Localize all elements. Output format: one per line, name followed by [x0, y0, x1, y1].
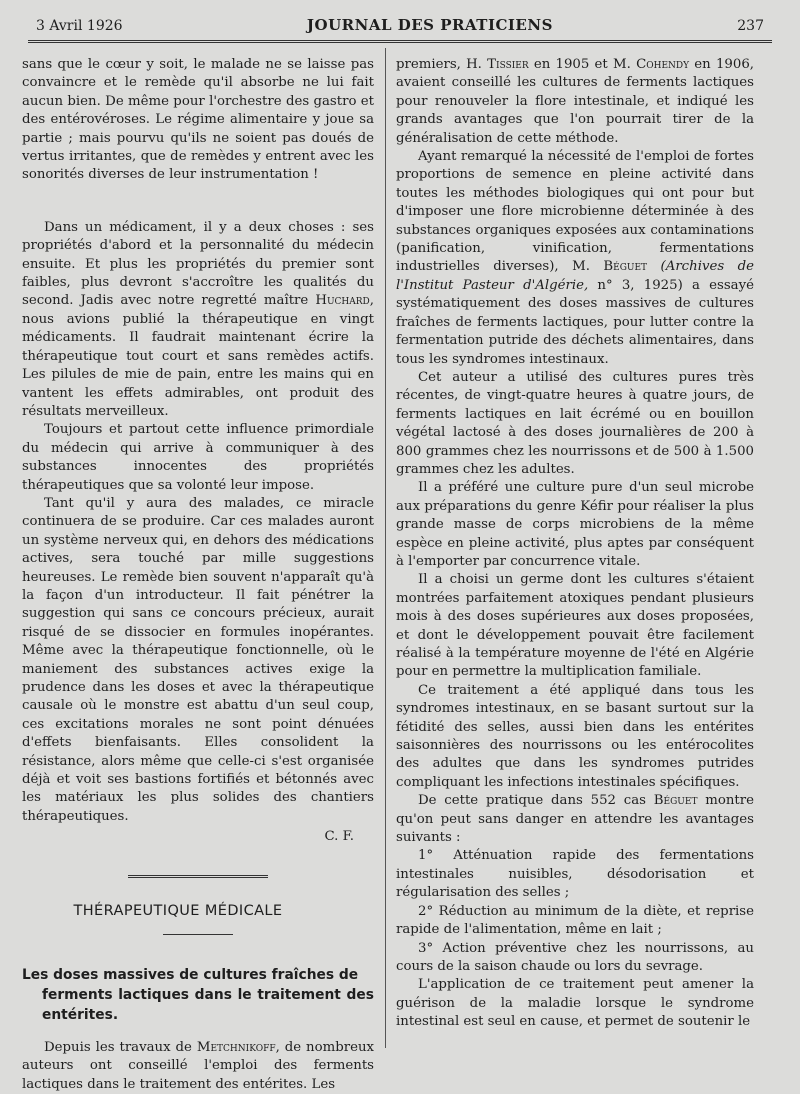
list-item: 1° Atténuation rapide des fermentations intestinales nuisibles, désodorisation et régularisation des selles ;	[396, 848, 754, 901]
author-name: Béguet	[603, 259, 648, 275]
paragraph: Il a choisi un germe dont les cultures s'étaient montrées parfaitement atoxiques pendant plusieurs mois à des doses supérieures aux doses proposées, et dont le développement pouvait être facilement réalisé à la température moyenne de l'été en Algérie pour en permettre la multiplication familiale.	[396, 572, 754, 680]
section-separator	[128, 875, 268, 878]
paragraph: Cet auteur a utilisé des cultures pures très récentes, de vingt-quatre heures à quatre jours, de ferments lactiques en lait écrémé ou en bouillon végétal lactosé à des doses journalières de 200 à 800 grammes chez les nourrissons et de 500 à 1.500 grammes chez les adultes.	[396, 369, 754, 477]
paragraph: sans que le cœur y soit, le malade ne se laisse pas convaincre et le remède qu'il absorbe ne lui fait aucun bien. De même pour l'orchestre des gastro et des entérovéroses. Le régime alimentaire y joue sa partie ; mais pourvu qu'ils ne soient pas doués de vertus irritantes, que de remèdes y entrent avec les sonorités diverses de leur instrumentation !	[22, 57, 374, 183]
list-item: 2° Réduction au minimum de la diète, et reprise rapide de l'alimentation, même en lait ;	[396, 903, 754, 938]
journal-title: JOURNAL DES PRATICIENS	[306, 16, 553, 34]
paragraph: Ce traitement a été appliqué dans tous les syndromes intestinaux, en se basant surtout sur la fétidité des selles, aussi bien dans les entérites saisonnières des nourrissons ou les entérocolites des adultes que dans les syndromes putrides compliquant les infections intestinales spécifiques.	[396, 682, 754, 790]
title-underline	[163, 934, 233, 935]
article-title: Les doses massives de cultures fraîches de ferments lactiques dans le traitement des entérites.	[22, 967, 374, 1024]
paragraph: premiers, H. Tissier en 1905 et M. Cohendy en 1906, avaient conseillé les cultures de ferments lactiques pour renouveler la flore intestinale, et indiqué les grands avantages que l'on pourrait tirer de la généralisation de cette méthode.	[396, 57, 755, 146]
author-name: Tissier	[487, 57, 529, 72]
signature: C. F.	[324, 829, 354, 845]
paragraph: L'application de ce traitement peut amener la guérison de la maladie lorsque le syndrome intestinal est seul en cause, et permet de soutenir le	[396, 977, 754, 1030]
column-divider	[385, 48, 386, 1048]
header-rule	[28, 40, 772, 43]
running-header	[36, 16, 764, 38]
paragraph: Toujours et partout cette influence primordiale du médecin qui arrive à communiquer à des substances innocentes des propriétés thérapeutiques que sa volonté leur impose.	[22, 422, 374, 493]
right-column	[396, 56, 754, 1032]
author-name: Béguet	[653, 793, 698, 809]
citation: (Archives de l'Institut Pasteur d'Algérie,	[396, 259, 754, 293]
list-item: 3° Action préventive chez les nourrissons, au cours de la saison chaude ou lors du sevrage.	[396, 940, 754, 974]
paragraph: Dans un médicament, il y a deux choses : ses propriétés d'abord et la personnalité du médecin ensuite. Et plus les propriétés du premier sont faibles, plus devront s'accroître les qualités du second. Jadis avec notre regretté maître Huchard, nous avions publié la thérapeutique en vingt médicaments. Il faudrait maintenant écrire la thérapeutique tout court et sans remèdes actifs. Les pilules de mie de pain, entre les mains qui en vantent les effets admirables, ont produit des résultats merveilleux.	[22, 219, 374, 419]
author-name: Cohendy	[636, 57, 690, 72]
section-title: THÉRAPEUTIQUE MÉDICALE	[73, 902, 283, 919]
paragraph: Ayant remarqué la nécessité de l'emploi de fortes proportions de semence en pleine activité dans toutes les méthodes biologiques qui ont pour but d'imposer une flore microbienne déterminée à des substances organiques exposées aux contaminations (panification, vinification, fermentations industrielles diverses), M. Béguet (Archives de l'Institut Pasteur d'Algérie, n° 3, 1925) a essayé systématiquement des doses massives de cultures fraîches de ferments lactiques, pour lutter contre la fermentation putride des déchets alimentaires, dans tous les syndromes intestinaux.	[396, 149, 754, 367]
paragraph: Depuis les travaux de Metchnikoff, de nombreux auteurs ont conseillé l'emploi des ferments lactiques dans le traitement des entérites. Les	[22, 1040, 375, 1092]
header-date: 3 Avril 1926	[36, 18, 123, 34]
author-name: Huchard	[315, 293, 370, 309]
author-name: Metchnikoff	[196, 1040, 276, 1056]
left-column	[22, 56, 374, 1094]
paragraph: Il a préféré une culture pure d'un seul microbe aux préparations du genre Kéfir pour réaliser la plus grande masse de corps microbiens de la même espèce en pleine activité, plus aptes par conséquent à l'emporter par concurrence vitale.	[396, 480, 754, 569]
paragraph: Tant qu'il y aura des malades, ce miracle continuera de se produire. Car ces malades auront un système nerveux qui, en dehors des médications actives, sera touché par mille suggestions heureuses. Le remède bien souvent n'apparaît qu'à la façon d'un introducteur. Il fait pénétrer la suggestion qui sans ce concours précieux, aurait risqué de se dissocier en formules inopérantes. Même avec la thérapeutique fonctionnelle, où le maniement des substances actives exige la prudence dans les doses et avec la thérapeutique causale où le monstre est abattu d'un seul coup, ces excitations morales ne sont point dénuées d'effets bienfaisants. Elles consolident la résistance, alors même que celle-ci s'est organisée déjà et voit ses bastions fortifiés et bétonnés avec les matériaux les plus solides des chantiers thérapeutiques.	[22, 495, 374, 824]
paragraph: De cette pratique dans 552 cas Béguet montre qu'on peut sans danger en attendre les avantages suivants :	[396, 793, 754, 846]
page-number: 237	[737, 18, 764, 34]
